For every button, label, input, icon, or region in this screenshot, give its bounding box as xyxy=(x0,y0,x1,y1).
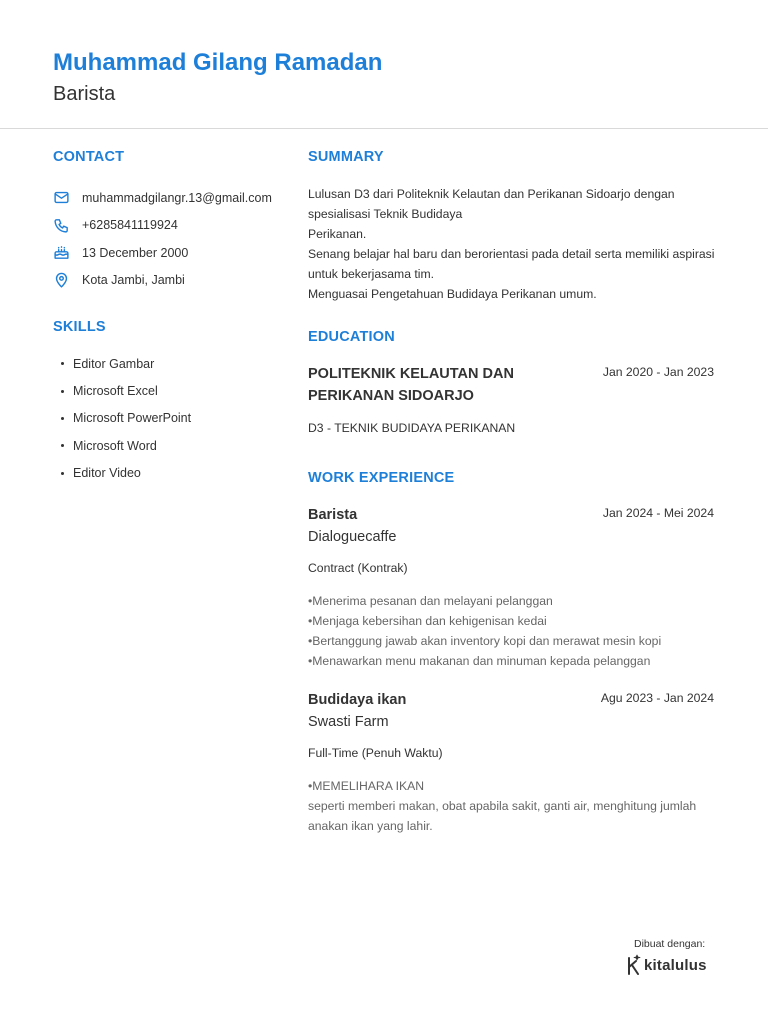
contact-title: CONTACT xyxy=(53,149,125,165)
skill-label: Editor Video xyxy=(73,466,141,481)
education-header-row xyxy=(308,363,718,407)
job-entry xyxy=(308,504,718,671)
skill-item xyxy=(53,405,283,432)
skill-label: Editor Gambar xyxy=(73,356,155,371)
job-duties xyxy=(308,776,718,836)
header-divider xyxy=(0,128,768,129)
duty-line: •Menawarkan menu makanan dan minuman kepada pelanggan xyxy=(308,654,651,668)
bullet-icon xyxy=(61,362,64,365)
school-name-line: PERIKANAN SIDOARJO xyxy=(308,388,474,404)
summary-line: Menguasai Pengetahuan Budidaya Perikanan umum. xyxy=(308,287,597,301)
cake-icon xyxy=(53,244,70,261)
bullet-icon xyxy=(61,417,64,420)
skill-item xyxy=(53,460,283,487)
job-duties xyxy=(308,591,718,671)
education-entry xyxy=(308,363,718,435)
resume-header xyxy=(53,48,382,107)
education-degree: D3 - TEKNIK BUDIDAYA PERIKANAN xyxy=(308,421,516,435)
contact-email[interactable] xyxy=(53,184,283,212)
footer-label: Dibuat dengan: xyxy=(634,938,706,950)
bullet-icon xyxy=(61,444,64,447)
job-company: Swasti Farm xyxy=(308,714,389,730)
skills-list xyxy=(53,350,283,487)
education-date: Jan 2020 - Jan 2023 xyxy=(602,365,714,379)
bullet-icon xyxy=(61,390,64,393)
mail-icon xyxy=(53,189,70,206)
contact-location-text: Kota Jambi, Jambi xyxy=(82,273,185,288)
duty-line: anakan ikan yang lahir. xyxy=(308,819,433,833)
bullet-icon xyxy=(61,472,64,475)
skill-item xyxy=(53,350,283,377)
left-column xyxy=(53,148,283,503)
school-name xyxy=(308,363,514,407)
duty-line: •Menjaga kebersihan dan kehigenisan kedai xyxy=(308,614,547,628)
contact-birthday-text: 13 December 2000 xyxy=(82,245,189,260)
duty-line: •Bertanggung jawab akan inventory kopi dan merawat mesin kopi xyxy=(308,634,662,648)
job-date: Agu 2023 - Jan 2024 xyxy=(600,691,714,705)
summary-text xyxy=(308,184,718,304)
contact-phone[interactable] xyxy=(53,212,283,240)
summary-title: SUMMARY xyxy=(308,149,384,165)
footer-branding xyxy=(624,938,724,978)
skills-title: SKILLS xyxy=(53,319,106,335)
contact-phone-text: +6285841119924 xyxy=(82,218,178,233)
summary-line: Lulusan D3 dari Politeknik Kelautan dan Perikanan Sidoarjo dengan xyxy=(308,187,675,201)
kitalulus-logo[interactable] xyxy=(624,952,724,978)
contact-email-text: muhammadgilangr.13@gmail.com xyxy=(82,190,272,205)
job-type: Contract (Kontrak) xyxy=(308,561,408,575)
duty-line: seperti memberi makan, obat apabila sakit, ganti air, menghitung jumlah xyxy=(308,799,697,813)
job-header-row xyxy=(308,689,718,711)
footer-brand: kitalulus xyxy=(644,956,707,974)
job-type: Full-Time (Penuh Waktu) xyxy=(308,746,443,760)
contact-list xyxy=(53,184,283,294)
job-entry xyxy=(308,689,718,836)
skill-label: Microsoft Excel xyxy=(73,384,158,399)
skill-label: Microsoft PowerPoint xyxy=(73,411,192,426)
summary-line: Senang belajar hal baru dan berorientasi pada detail serta memiliki aspirasi xyxy=(308,247,715,261)
phone-icon xyxy=(53,217,70,234)
kitalulus-logo-icon xyxy=(624,952,642,978)
job-position: Budidaya ikan xyxy=(308,692,407,708)
summary-line: spesialisasi Teknik Budidaya xyxy=(308,207,463,221)
candidate-name: Muhammad Gilang Ramadan xyxy=(53,49,383,76)
job-position: Barista xyxy=(308,507,358,523)
education-title: EDUCATION xyxy=(308,329,395,345)
school-name-line: POLITEKNIK KELAUTAN DAN xyxy=(308,366,514,382)
job-company: Dialoguecaffe xyxy=(308,529,397,545)
skill-item xyxy=(53,432,283,459)
job-date: Jan 2024 - Mei 2024 xyxy=(602,506,714,520)
contact-birthday xyxy=(53,239,283,267)
summary-line: Perikanan. xyxy=(308,227,367,241)
contact-location xyxy=(53,267,283,295)
duty-line: •Menerima pesanan dan melayani pelanggan xyxy=(308,594,553,608)
candidate-role: Barista xyxy=(53,83,116,105)
duty-line: •MEMELIHARA IKAN xyxy=(308,779,425,793)
job-header-row xyxy=(308,504,718,526)
work-experience-title: WORK EXPERIENCE xyxy=(308,470,455,486)
skill-label: Microsoft Word xyxy=(73,438,157,453)
right-column xyxy=(308,148,718,836)
skill-item xyxy=(53,377,283,404)
summary-line: untuk bekerjasama tim. xyxy=(308,267,434,281)
location-pin-icon xyxy=(53,272,70,289)
